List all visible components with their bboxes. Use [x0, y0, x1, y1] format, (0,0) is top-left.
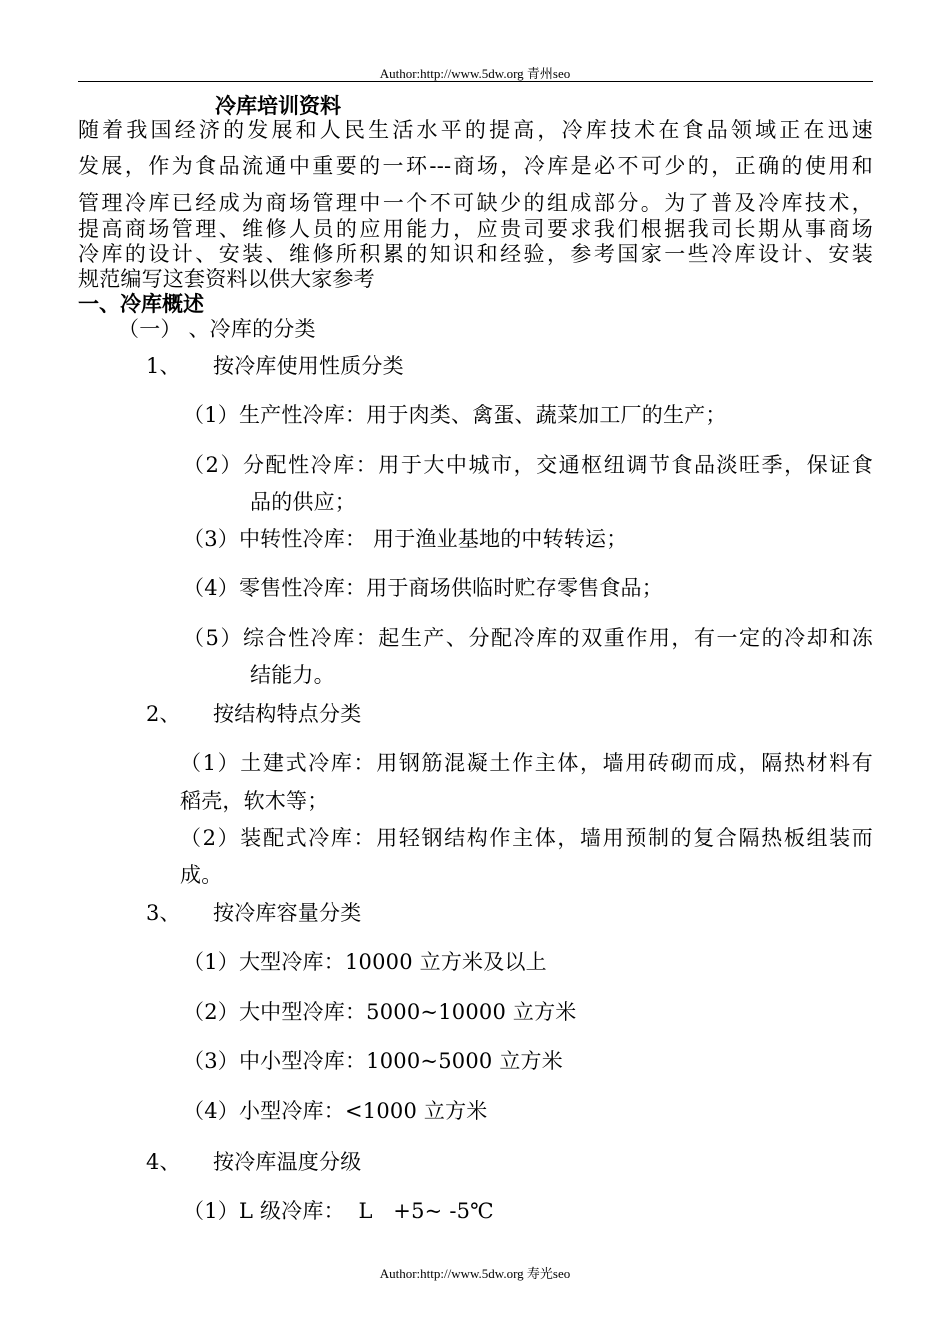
category-title: 按结构特点分类 [213, 702, 362, 726]
list-item: （4）小型冷库：<1000 立方米 [183, 1099, 488, 1123]
category-title: 按冷库使用性质分类 [213, 354, 404, 378]
list-item: （1）土建式冷库：用钢筋混凝土作主体，墙用砖砌而成，隔热材料有 [180, 751, 873, 775]
list-item: （1）L 级冷库： L +5~ -5℃ [183, 1199, 494, 1223]
list-item-continuation: 结能力。 [250, 663, 335, 687]
list-item: （1）生产性冷库：用于肉类、禽蛋、蔬菜加工厂的生产； [183, 403, 727, 427]
intro-line: 提高商场管理、维修人员的应用能力，应贵司要求我们根据我司长期从事商场 [78, 217, 873, 241]
category-number: 4、 [146, 1150, 181, 1174]
subsection-heading: （一） 、冷库的分类 [118, 317, 316, 341]
category-title: 按冷库温度分级 [213, 1150, 362, 1174]
section-heading: 一、冷库概述 [78, 291, 204, 316]
list-item-continuation: 成。 [180, 863, 223, 887]
page-header: Author:http://www.5dw.org 青州seo [379, 66, 571, 81]
page-footer: Author:http://www.5dw.org 寿光seo [379, 1266, 571, 1281]
intro-line: 发展，作为食品流通中重要的一环---商场，冷库是必不可少的，正确的使用和 [78, 154, 873, 178]
category-number: 3、 [146, 901, 181, 925]
category-number: 2、 [146, 702, 181, 726]
list-item-continuation: 品的供应； [250, 490, 356, 514]
document-title: 冷库培训资料 [215, 93, 341, 118]
list-item: （2）装配式冷库：用轻钢结构作主体，墙用预制的复合隔热板组装而 [180, 826, 873, 850]
category-number: 1、 [146, 354, 181, 378]
category-title: 按冷库容量分类 [213, 901, 362, 925]
list-item: （2）分配性冷库：用于大中城市，交通枢纽调节食品淡旺季，保证食 [183, 453, 873, 477]
list-item-continuation: 稻壳，软木等； [180, 789, 329, 813]
list-item: （5）综合性冷库：起生产、分配冷库的双重作用，有一定的冷却和冻 [183, 626, 873, 650]
intro-line: 随着我国经济的发展和人民生活水平的提高，冷库技术在食品领域正在迅速 [78, 118, 873, 142]
list-item: （1）大型冷库：10000 立方米及以上 [183, 950, 547, 974]
intro-line: 管理冷库已经成为商场管理中一个不可缺少的组成部分。为了普及冷库技术， [78, 191, 873, 215]
intro-line: 规范编写这套资料以供大家参考 [78, 267, 375, 291]
list-item: （3）中转性冷库： 用于渔业基地的中转转运； [183, 527, 628, 551]
intro-line: 冷库的设计、安装、维修所积累的知识和经验，参考国家一些冷库设计、安装 [78, 242, 873, 266]
list-item: （3）中小型冷库：1000~5000 立方米 [183, 1049, 563, 1073]
header-rule [78, 81, 873, 82]
list-item: （4）零售性冷库：用于商场供临时贮存零售食品； [183, 576, 663, 600]
list-item: （2）大中型冷库：5000~10000 立方米 [183, 1000, 577, 1024]
